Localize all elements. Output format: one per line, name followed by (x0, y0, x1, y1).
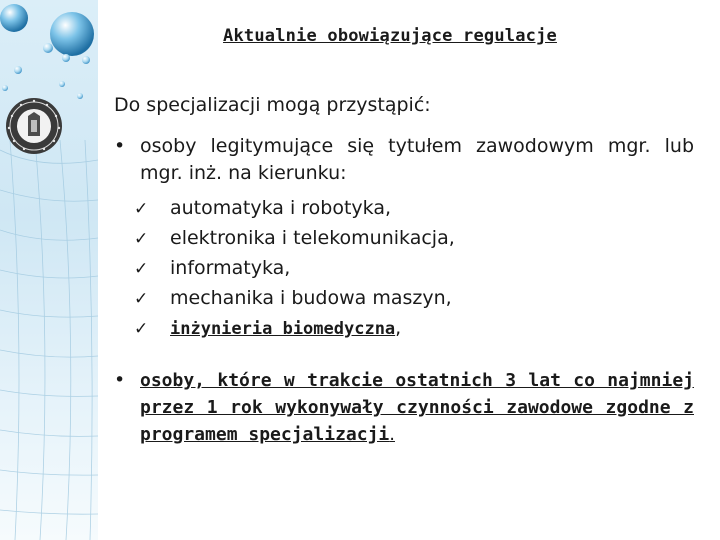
list-item (134, 317, 455, 347)
experience-text: osoby, które w trakcie ostatnich 3 lat co najmniej przez 1 rok wykonywały czynności zawodowe zgodne z programem specjalizacji (140, 370, 694, 445)
list-item (134, 227, 455, 257)
slide-title: Aktualnie obowiązujące regulacje (223, 26, 557, 46)
bullet-qualifications (114, 133, 694, 187)
bullet-dot-icon: • (114, 135, 126, 157)
decorative-sidebar (0, 0, 98, 540)
list-item (134, 197, 455, 227)
checkmark-icon: ✓ (134, 259, 149, 279)
bubble-decoration (0, 0, 98, 540)
checkmark-icon: ✓ (134, 199, 149, 219)
list-item (134, 257, 455, 287)
field-label: elektronika i telekomunikacja, (170, 227, 455, 249)
field-suffix: , (395, 317, 402, 339)
field-label-highlight: inżynieria biomedyczna (170, 319, 396, 339)
university-seal-logo (4, 96, 64, 156)
checkmark-icon: ✓ (134, 319, 149, 339)
field-label: mechanika i budowa maszyn, (170, 287, 452, 309)
intro-text: Do specjalizacji mogą przystąpić: (114, 94, 431, 116)
checkmark-icon: ✓ (134, 229, 149, 249)
bullet-text-emphasis (140, 367, 694, 448)
experience-suffix: . (389, 424, 395, 445)
bullet-experience (114, 367, 694, 448)
fields-list (134, 197, 455, 347)
field-label: informatyka, (170, 257, 291, 279)
list-item (134, 287, 455, 317)
checkmark-icon: ✓ (134, 289, 149, 309)
bullet-text: osoby legitymujące się tytułem zawodowym mgr. lub mgr. inż. na kierunku: (140, 135, 694, 184)
bullet-dot-icon: • (114, 369, 126, 391)
field-label: automatyka i robotyka, (170, 197, 392, 219)
